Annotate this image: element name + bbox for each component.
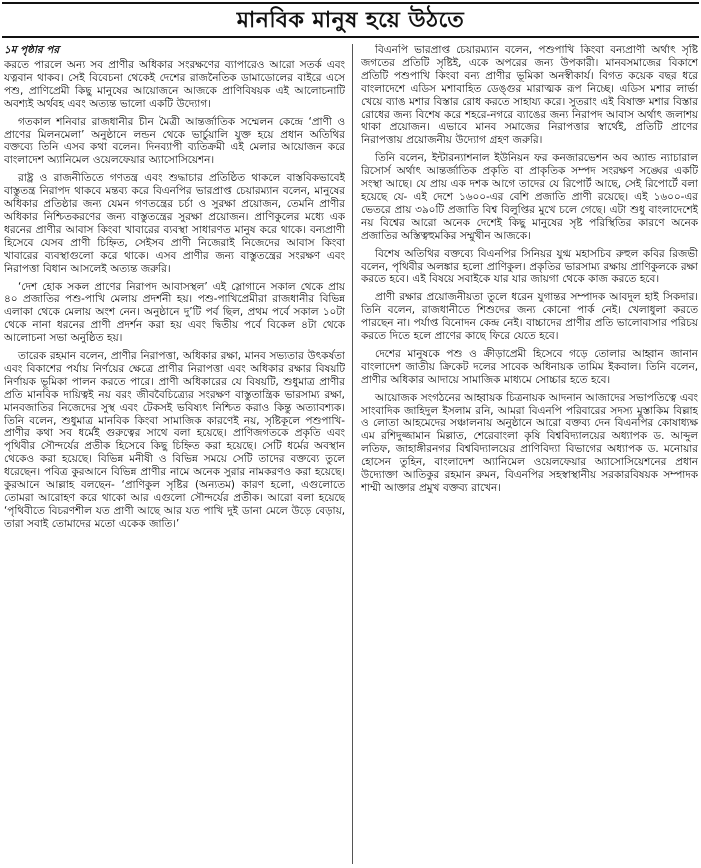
article-paragraph: বিশেষ অতিথির বক্তব্যে বিএনপির সিনিয়র যুগ্ম মহাসচিব রুহুল কবির রিজভী বলেন, পৃথিবীর অলঙ্কার হলো প্রাণিকুল। প্রকৃতির ভারসাম্য রক্ষায় প্রাণিকুলকে রক্ষা করতে হবে। এই বিষয়ে সবাইকে যার যার জায়গা থেকে কাজ করতে হবে। — [361, 247, 698, 286]
article-paragraph: ‘দেশ হোক সকল প্রাণের নিরাপদ আবাসস্থল’ এই স্লোগানে সকাল থেকে প্রায় ৪০ প্রজাতির পশু-পাখি মেলায় প্রদর্শনী হয়। পশু-পাখিপ্রেমীরা রাজধানীর বিভিন্ন এলাকা থেকে মেলায় অংশ নেন। অনুষ্ঠানে দু’টি পর্ব ছিল, প্রথম পর্বে সকাল ১০টা থেকে নানা ধরনের প্রাণী প্রদর্শন করা হয় এবং দ্বিতীয় পর্বে বিকেল ৪টা থেকে আলোচনা সভা অনুষ্ঠিত হয়। — [4, 280, 345, 345]
column-divider — [352, 44, 353, 864]
article-paragraph: বিএনপি ভারপ্রাপ্ত চেয়ারম্যান বলেন, পশুপাখি কিংবা বন্যপ্রাণী অর্থাৎ সৃষ্টি জগতের প্রতিটি সৃষ্টিই, একে অপরের জন্য উপকারী। মানবসমাজের বিকাশে প্রতিটি পশুপাখি কিংবা বন্য প্রাণীর ভূমিকা অনস্বীকার্য। বিগত কয়েক বছর ধরে বাংলাদেশে এডিস মশাবাহিত ডেঙ্গুর মারাত্মক রূপ নিচ্ছে। এডিস মশার লার্ভা খেয়ে ব্যাঙ মশার বিস্তার রোধ করতে সাহায্য করে। সুতরাং এই বিষাক্ত মশার বিস্তার রোধের জন্য বিশেষ করে শহরে-নগরে ব্যাঙের জন্য নিরাপদ আবাস অর্থাৎ জলাশয় থাকা প্রয়োজন। এভাবে মানব সমাজের নিরাপত্তার স্বার্থেই, প্রতিটি প্রাণের নিরাপত্তায় প্রয়োজনীয় উদ্যোগ গ্রহণ জরুরি। — [361, 44, 698, 147]
right-column — [361, 44, 698, 864]
article-paragraph: রাষ্ট্র ও রাজনীতিতে গণতন্ত্র এবং শুদ্ধাচার প্রতিষ্ঠিত থাকলে বাস্তবিকভাবেই বাস্তুতন্ত্র নিরাপদ থাকবে মন্তব্য করে বিএনপির ভারপ্রাপ্ত চেয়ারম্যান বলেন, মানুষের অধিকার প্রতিষ্ঠার জন্য যেমন গণতন্ত্রের চর্চা ও সুরক্ষা প্রয়োজন, তেমনি প্রাণীর অধিকার নিশ্চিতকরণের জন্য বাস্তুতন্ত্রের সুরক্ষা প্রয়োজন। প্রাণিকুলের মধ্যে এক ধরনের প্রাণীর আবাস কিংবা খাবারের ব্যবস্থা সাধারণত মানুষ করে থাকে। বন্যপ্রাণী হিসেবে যেসব প্রাণী চিহ্নিত, সেইসব প্রাণী নিজেরাই নিজেদের আবাস কিংবা খাবারের ব্যবস্থাগুলো করে থাকে। এসব প্রাণীর জন্য বাস্তুতন্ত্রের সংরক্ষণ এবং নিরাপত্তা বিধান আসলেই অত্যন্ত জরুরি। — [4, 172, 345, 275]
headline: মানবিক মানুষ হয়ে উঠতে — [236, 8, 465, 33]
continued-from-page: ১ম পৃষ্ঠার পর — [4, 44, 60, 56]
article-paragraph: দেশের মানুষকে পশু ও ক্রীড়াপ্রেমী হিসেবে গড়ে তোলার আহ্বান জানান বাংলাদেশ জাতীয় ক্রিকেট দলের সাবেক অধিনায়ক তামিম ইকবাল। তিনি বলেন, প্রাণীর অধিকার আদায়ে সামাজিক মাধ্যমে সোচ্চার হতে হবে। — [361, 347, 698, 386]
article-paragraph: তিনি বলেন, ইন্টারন্যাশনাল ইউনিয়ন ফর কনজারভেশন অব অ্যান্ড ন্যাচারাল রিসোর্স অর্থাৎ আন্তর্জাতিক প্রকৃতি বা প্রাকৃতিক সম্পদ সংরক্ষণ সঙ্ঘের একটি সংস্থা আছে। যে প্রায় এক দশক আগে তাদের যে রিপোর্ট আছে, সেই রিপোর্টে বলা হয়েছে যে- এই দেশে ১৬০০-এর বেশি প্রজাতি প্রাণী রয়েছে। এই ১৬০০-এর ভেতরে প্রায় ৩৯০টি প্রজাতি বিশ্ব বিলুপ্তির মুখে চলে গেছে। এটা শুধু বাংলাদেশেই নয় বিশ্বের আরো অনেক দেশেই কিছু মানুষের সৃষ্ট পরিস্থিতির কারণে অনেক প্রজাতির অস্তিত্বহুমকির সম্মুখীন আজকে। — [361, 152, 698, 242]
left-column — [4, 44, 345, 864]
article-paragraph: করতে পারলে অন্য সব প্রাণীর অধিকার সংরক্ষণের ব্যাপারেও আরো সতর্ক এবং যত্নবান থাকব। সেই বিবেচনা থেকেই দেশের রাজনৈতিক ডামাডোলের বাইরে এসে পশু, প্রাণিপ্রেমী কিছু মানুষের আয়োজনে আজকে প্রাণিবিষয়ক এই আলোচনাটি অবশ্যই অর্থবহ এবং অত্যন্ত ভালো একটি উদ্যোগ। — [4, 59, 345, 110]
headline-rule — [2, 2, 699, 38]
article-paragraph: তারেক রহমান বলেন, প্রাণীর নিরাপত্তা, অধিকার রক্ষা, মানব সভ্যতার উৎকর্ষতা এবং বিকাশের পর্যায় নির্ণয়ের ক্ষেত্রে প্রাণীর নিরাপত্তা এবং অধিকার রক্ষার বিষয়টি নির্ণায়ক ভূমিকা পালন করতে পারে। প্রাণী অধিকারের যে বিষয়টি, শুধুমাত্র প্রাণীর প্রতি মানবিক দায়িত্বই নয় বরং জীববৈচিত্র্যের সংরক্ষণ বাস্তুতান্ত্রিক ভারসাম্য রক্ষা, মানবজাতির নিজেদের সুস্থ এবং টেকসই ভবিষ্যৎ নিশ্চিত করাও কিন্তু অত্যাবশ্যক। তিনি বলেন, শুধুমাত্র মানবিক কিংবা সামাজিক কারণেই নয়, সৃষ্টিকূলে পশুপাখি-প্রাণীর কথা সব ধর্মেই গুরুত্বের সাথে বলা হয়েছে। প্রাণিজগতকে প্রকৃতি এবং পৃথিবীর সৌন্দর্যের প্রতীক হিসেবে কিছু চিহ্নিত করা হয়েছে। সেটি ধর্মের অবস্থান থেকেও করা হয়েছে। বিভিন্ন মনীষী ও বিভিন্ন সময়ে সেটি তাদের বক্তব্যে তুলে ধরেছেন। পবিত্র কুরআনে বিভিন্ন প্রাণীর নামে অনেক সুরার নামকরণও করা হয়েছে। কুরআনে আল্লাহ বলছেন- ‘প্রাণিকুল সৃষ্টির (অন্যতম) কারণ হলো, এগুলোতে তোমরা আরোহণ করে থাকো আর এগুলো সৌন্দর্যের প্রতীক। আরো বলা হয়েছে ‘পৃথিবীতে বিচরণশীল যত প্রাণী আছে আর যত পাখি দুই ডানা মেলে উড়ে বেড়ায়, তারা সবাই তোমাদের মতো একেক জাতি।’ — [4, 350, 345, 530]
article-paragraph: আয়োজক সংগঠনের আহ্বায়ক চিত্রনায়ক আদনান আজাদের সভাপতিত্বে এবং সাংবাদিক জাহিদুল ইসলাম রনি, আমরা বিএনপি পরিবারের সদস্য মুস্তাকিম বিল্লাহ ও লোতা আহমেদের সঞ্চালনায় অনুষ্ঠানে আরো বক্তব্য দেন বিএনপির কোষাধ্যক্ষ এম রশিদুজ্জামান মিল্লাত, শেরেবাংলা কৃষি বিশ্ববিদ্যালয়ের অধ্যাপক ড. আব্দুল লতিফ, জাহাঙ্গীরনগর বিশ্ববিদ্যালয়ের প্রাণিবিদ্যা বিভাগের অধ্যাপক ড. মনোয়ার হোসেন তুহিন, বাংলাদেশ অ্যানিমেল ওয়েলফেয়ার অ্যাসোসিয়েশনের প্রধান উদ্যোক্তা আতিকুর রহমান রুমন, বিএনপির সহস্বাস্থানীয় সরকারবিষয়ক সম্পাদক শাম্মী আক্তার প্রমুখ বক্তব্য রাখেন। — [361, 391, 698, 494]
article-paragraph: প্রাণী রক্ষার প্রয়োজনীয়তা তুলে ধরেন যুগান্তর সম্পাদক আবদুল হাই সিকদার। তিনি বলেন, রাজধানীতে শিশুদের জন্য কোনো পার্ক নেই। খেলাধুলা করতে পারছেন না। পর্যাপ্ত বিনোদন কেন্দ্র নেই। বাচ্চাদের প্রাণীর প্রতি ভালোবাসার পরিচয় করতে দিতে হলে প্রাণের কাছে ফিরে যেতে হবে। — [361, 291, 698, 343]
article-paragraph: গতকাল শনিবার রাজধানীর চীন মৈত্রী আন্তর্জাতিক সম্মেলন কেন্দ্রে ‘প্রাণী ও প্রাণের মিলনমেলা’ অনুষ্ঠানে লন্ডন থেকে ভার্চুয়ালি যুক্ত হয়ে প্রধান অতিথির বক্তব্যে তিনি এসব কথা বলেন। দিনব্যাপী ব্যতিক্রমী এই মেলার আয়োজন করে বাংলাদেশ অ্যানিমেল ওয়েলফেয়ার অ্যাসোসিয়েশন। — [4, 115, 345, 167]
